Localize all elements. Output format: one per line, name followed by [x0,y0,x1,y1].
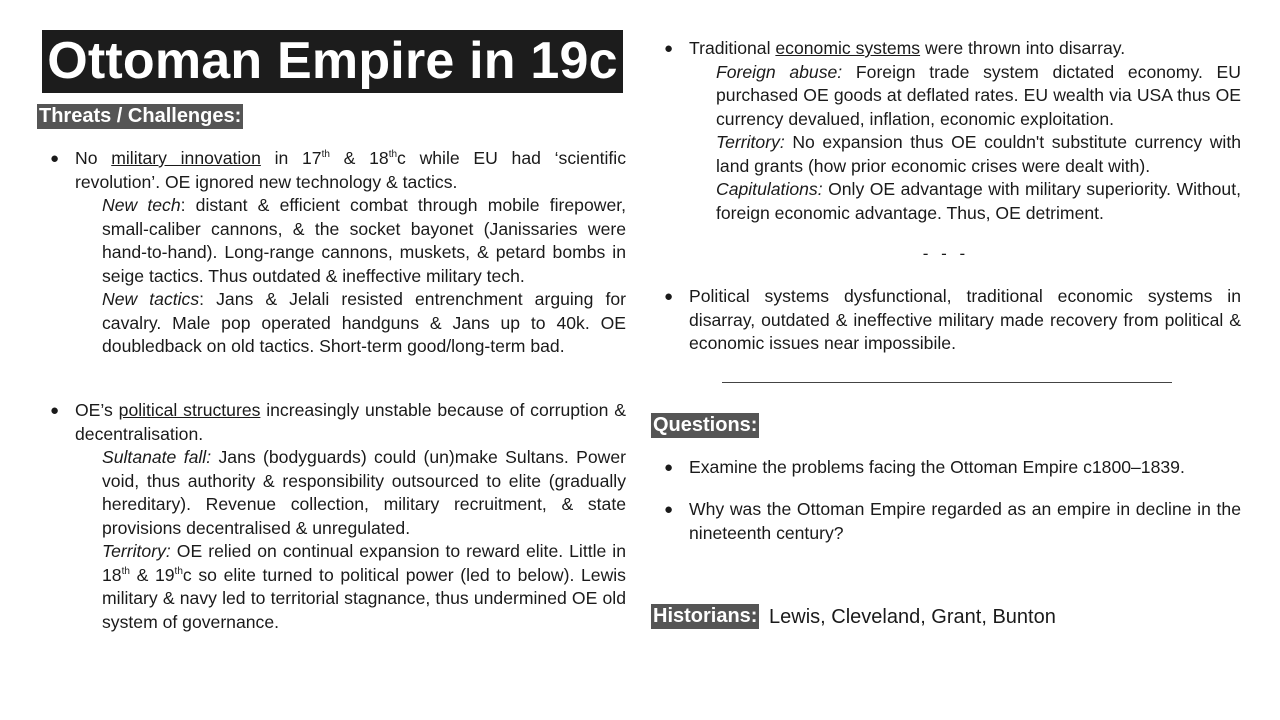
b1-mid1: in 17 [260,148,322,168]
b1-underlined: military innovation [111,148,261,168]
b3-sub1-text: Foreign trade system dictated economy. EU purchased OE goods at deflated rates. EU wealth via USA thus OE currency devalued, inflation, economic exploitation. [716,61,1241,129]
b2-sub1-text: Jans (bodyguards) could (un)make Sultans. Power void, thus authority & responsibility outsourced to elite (gradually hereditary). Revenue collection, military recruitment, & state provisions decentralised & unregulated. [102,447,626,538]
b3-sub-capitulations [716,178,1241,225]
b3-sub2-text: No expansion thus OE couldn't substitute currency with land grants (how prior economic crises were dealt with). [716,132,1241,176]
b3-underlined: economic systems [775,38,921,58]
b2-sub2-c: c so elite turned to political power (led to below). Lewis military & navy led to territorial stagnance, thus undermined OE old system of governance. [102,564,626,632]
horizontal-rule [722,382,1172,383]
bullet-summary [664,285,1241,356]
b2-sub-sultanate [102,446,626,540]
b3-pre: Traditional [689,38,776,58]
b2-post: increasingly unstable because of corruption & decentralisation. [75,400,626,444]
b1-sub1-label: New tech [102,195,181,215]
bullet-military-innovation [50,147,627,359]
questions-heading: Questions: [653,414,758,436]
question-1 [664,456,1249,480]
b3-sub2-label: Territory: [716,132,785,152]
b3-sub1-label: Foreign abuse: [716,61,843,82]
threats-heading: Threats / Challenges: [39,105,242,127]
b3-sub3-label: Capitulations: [716,179,823,199]
b1-sub-new-tech [102,194,626,288]
bullet-dot-icon: ● [664,501,674,518]
bullet-political-structures [50,399,626,634]
b3-sub-foreign-abuse [716,61,1241,132]
b1-sub1-text: : distant & efficient combat through mobile firepower, small-caliber cannons, & the socket bayonet (Janissaries were hand-to-hand). Long-range cannons, muskets, & petard bombs in seige tactics. Thus outdated & ineffective military tech. [102,195,627,286]
b4-text: Political systems dysfunctional, traditional economic systems in disarray, outdated & ineffective military made recovery from political & economic issues near impossibile. [689,286,1241,353]
b3-sub-territory [716,131,1241,178]
b2-sub2-sup1: th [121,565,130,577]
b2-sub-territory [102,540,626,634]
b1-pre: No [75,148,112,168]
b2-sub2-b: & 19 [129,564,175,585]
b1-post: c while EU had ‘scientific revolution’. OE ignored new technology & tactics. [75,148,626,192]
bullet-dot-icon: ● [664,288,674,305]
b3-sub3-text: Only OE advantage with military superiority. Without, foreign economic advantage. Thus, OE detriment. [716,179,1241,223]
page-title: Ottoman Empire in 19c [42,30,623,93]
b2-sub2-label: Territory: [102,541,171,561]
question-2 [664,498,1241,545]
bullet-dot-icon: ● [664,40,674,57]
b2-sub2-sup2: th [174,565,183,577]
section-divider-dashes: - - - [922,244,970,263]
historians-heading: Historians: [653,605,758,627]
bullet-dot-icon: ● [50,402,60,419]
question-2-text: Why was the Ottoman Empire regarded as an empire in decline in the nineteenth century? [689,499,1241,543]
b1-sub-new-tactics [102,288,626,359]
b1-sub2-text: : Jans & Jelali resisted entrenchment arguing for cavalry. Male pop operated handguns & Jans up to 40k. OE doubledback on old tactics. Short-term good/long-term bad. [102,289,626,356]
b2-underlined: political structures [118,400,261,420]
bullet-dot-icon: ● [664,459,674,476]
b1-sup1: th [321,149,330,161]
b2-pre: OE’s [75,400,119,420]
b1-sub2-label: New tactics [102,289,200,309]
b2-sub2-a: OE relied on continual expansion to reward elite. Little in 18 [102,541,626,585]
bullet-economic-systems [664,37,1241,225]
bullet-dot-icon: ● [50,150,60,167]
historians-list: Lewis, Cleveland, Grant, Bunton [769,606,1056,628]
b1-sup2: th [388,149,398,161]
b1-mid2: & 18 [329,148,389,168]
b2-sub1-label: Sultanate fall: [102,447,212,467]
question-1-text: Examine the problems facing the Ottoman Empire c1800–1839. [689,457,1185,477]
b3-post: were thrown into disarray. [920,38,1126,58]
